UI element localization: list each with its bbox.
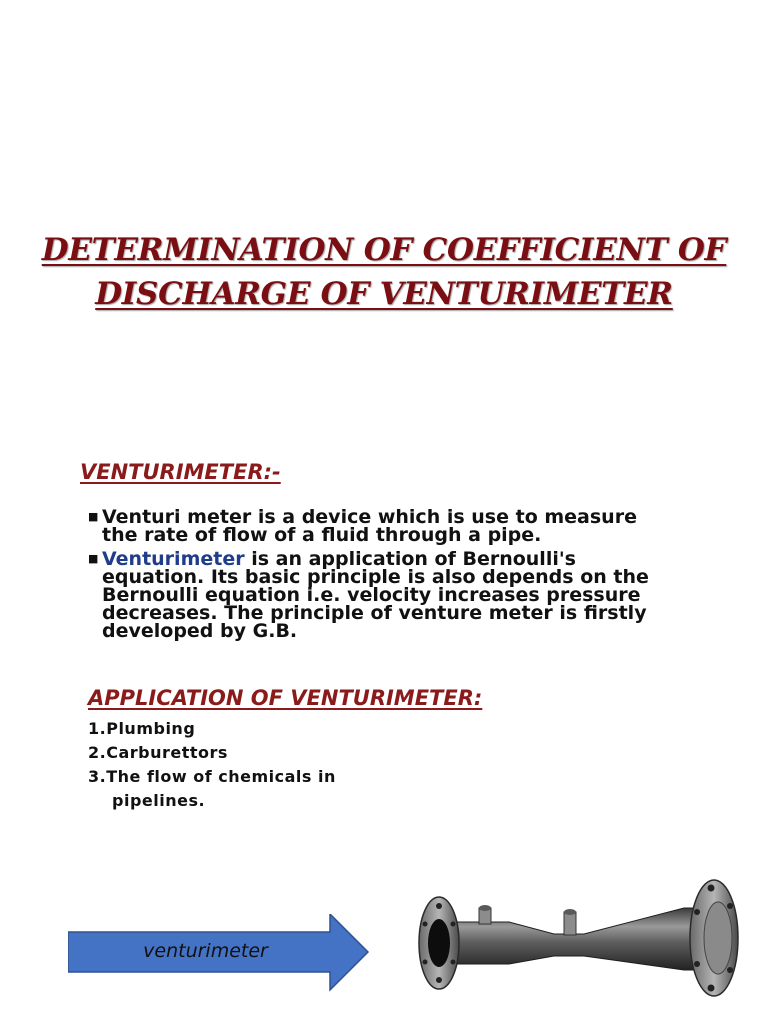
application-heading: APPLICATION OF VENTURIMETER: <box>88 686 483 710</box>
bullet-highlight-term: Venturimeter <box>102 548 245 570</box>
title-line-1: DETERMINATION OF COEFFICIENT OF <box>41 232 727 268</box>
venturimeter-heading: VENTURIMETER:- <box>80 460 281 484</box>
bullet-item-principle <box>86 550 676 640</box>
application-item-text: 1.Plumbing <box>88 719 196 738</box>
application-item-chemicals <box>88 765 448 813</box>
venturimeter-bullet-list <box>86 508 676 646</box>
bullet-square-icon: ■ <box>88 510 99 523</box>
bullet-text: Venturi meter is a device which is use to measure the rate of flow of a fluid through a pipe. <box>102 506 637 546</box>
application-item-plumbing <box>88 717 448 741</box>
application-item-text: 2.Carburettors <box>88 743 228 762</box>
application-item-text: 3.The flow of chemicals in <box>88 767 336 786</box>
bullet-square-icon: ■ <box>88 552 99 565</box>
bullet-item-definition <box>86 508 676 544</box>
bullet-text: is an application of Bernoulli's equation. Its basic principle is also depends on the Bernoulli equation i.e. velocity increases pressure decreases. The principle of venture meter is firstly developed by G.B. <box>102 548 649 642</box>
callout-label: venturimeter <box>143 940 268 962</box>
venturimeter-image <box>414 872 744 1002</box>
application-list <box>88 717 448 813</box>
callout-arrow <box>68 914 370 992</box>
page-title <box>30 228 738 316</box>
application-item-continuation: pipelines. <box>112 791 206 810</box>
application-item-carburettors <box>88 741 448 765</box>
title-line-2: DISCHARGE OF VENTURIMETER <box>95 276 673 312</box>
